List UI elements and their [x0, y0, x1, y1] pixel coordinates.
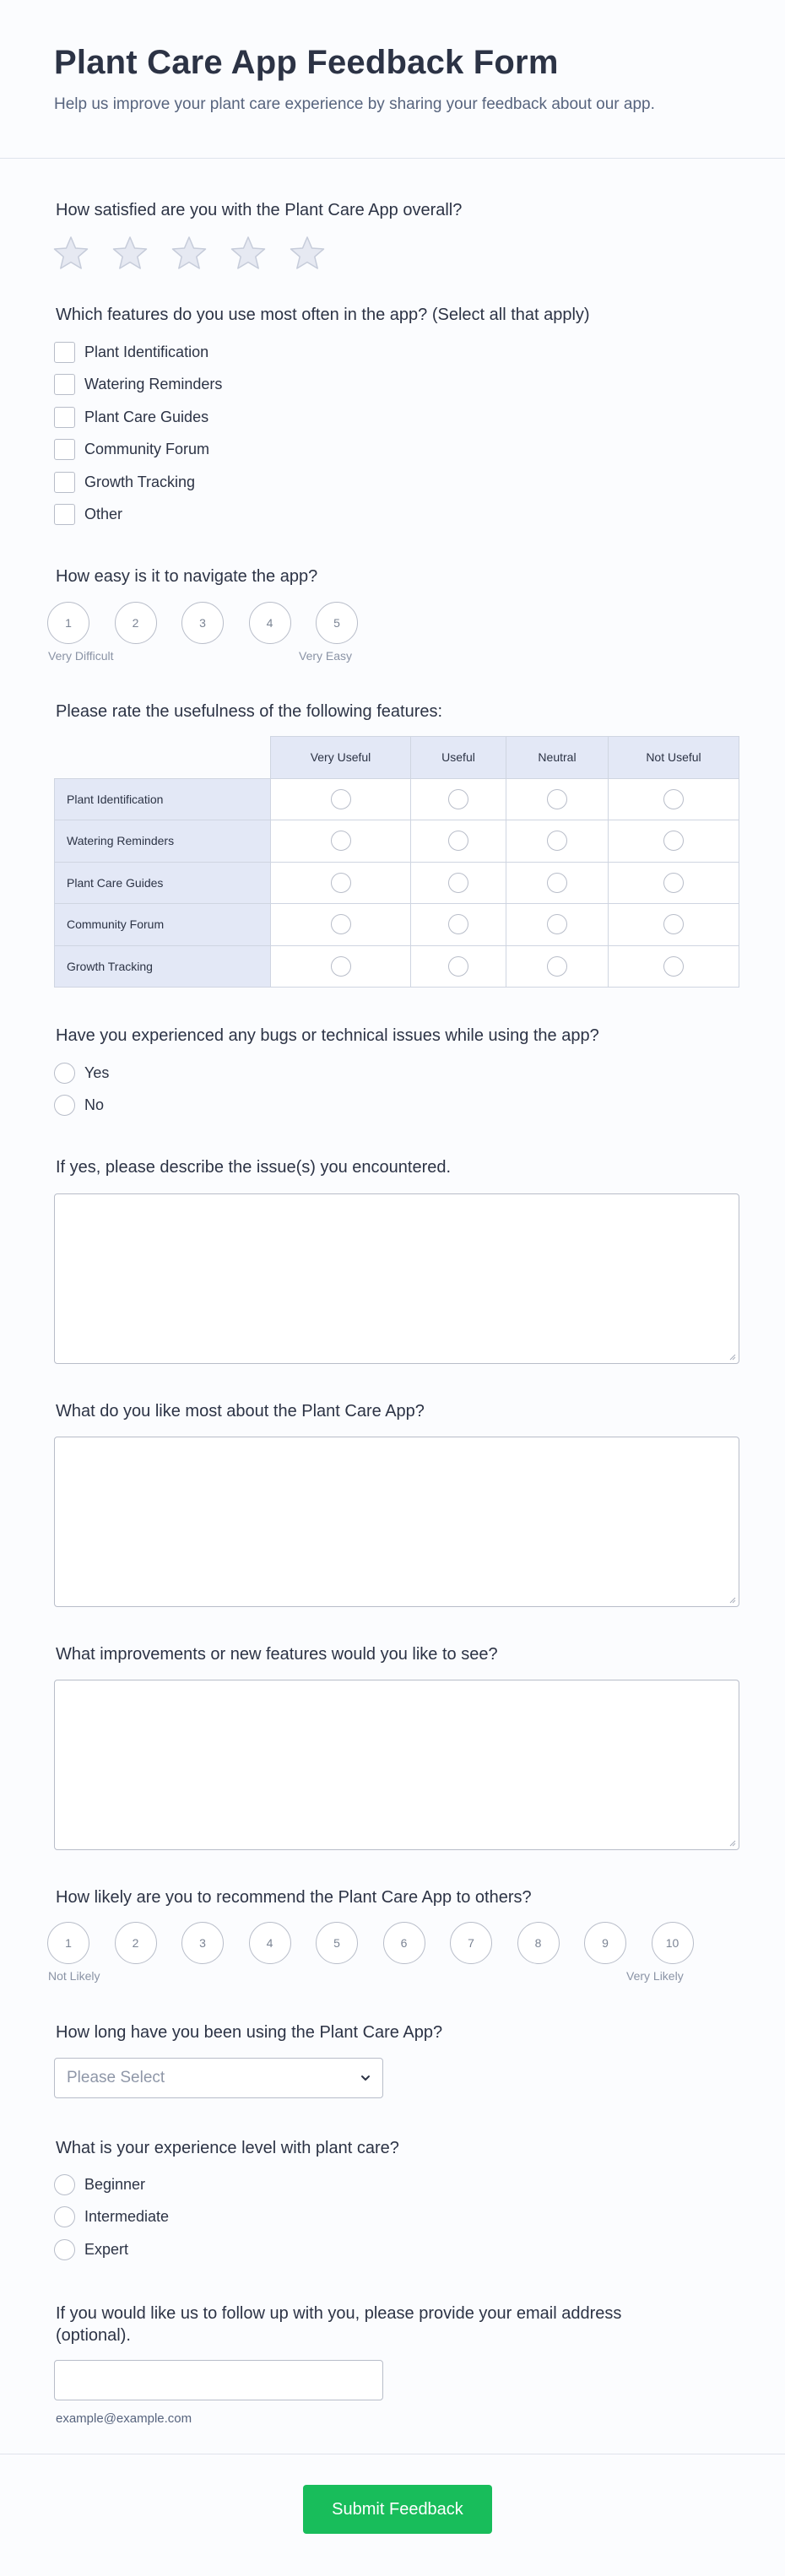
matrix-row — [55, 820, 739, 863]
question-duration: How long have you been using the Plant Care App? — [56, 2023, 443, 2042]
scale-option[interactable]: 1 — [47, 1922, 89, 1964]
radio-option[interactable] — [54, 2201, 169, 2234]
matrix-column-header: Very Useful — [271, 737, 411, 779]
scale-option[interactable]: 6 — [383, 1922, 425, 1964]
scale-option[interactable]: 4 — [249, 1922, 291, 1964]
matrix-corner — [55, 737, 271, 779]
bugs-radio-list — [54, 1057, 109, 1122]
checkbox-label: Growth Tracking — [84, 473, 196, 490]
recommend-scale — [47, 1922, 694, 1964]
checkbox-option[interactable] — [54, 499, 222, 532]
scale-high-label: Very Easy — [299, 649, 353, 663]
checkbox-option[interactable] — [54, 466, 222, 499]
matrix-radio[interactable] — [547, 789, 567, 809]
matrix-radio[interactable] — [547, 873, 567, 893]
star-icon[interactable] — [52, 235, 89, 272]
radio-option[interactable] — [54, 1090, 109, 1123]
matrix-row — [55, 778, 739, 820]
matrix-radio[interactable] — [663, 831, 684, 851]
scale-option[interactable]: 3 — [181, 1922, 224, 1964]
matrix-radio[interactable] — [547, 831, 567, 851]
scale-option[interactable]: 1 — [47, 602, 89, 644]
checkbox[interactable] — [54, 342, 75, 363]
matrix-radio[interactable] — [448, 789, 468, 809]
checkbox[interactable] — [54, 439, 75, 460]
radio-label: Intermediate — [84, 2208, 170, 2226]
checkbox[interactable] — [54, 504, 75, 525]
matrix-radio[interactable] — [331, 831, 351, 851]
matrix-row-label: Watering Reminders — [55, 820, 271, 863]
star-icon[interactable] — [230, 235, 267, 272]
checkbox[interactable] — [54, 407, 75, 428]
features-checkbox-list — [54, 336, 222, 531]
radio-label: No — [84, 1096, 105, 1114]
checkbox-option[interactable] — [54, 401, 222, 434]
checkbox-label: Plant Care Guides — [84, 408, 209, 425]
resize-grip-icon[interactable] — [728, 1596, 736, 1604]
star-icon[interactable] — [111, 235, 149, 272]
form-header — [0, 0, 785, 159]
scale-option[interactable]: 8 — [517, 1922, 560, 1964]
scale-option[interactable]: 10 — [652, 1922, 694, 1964]
matrix-radio[interactable] — [448, 873, 468, 893]
radio-label: Expert — [84, 2240, 129, 2258]
checkbox-label: Other — [84, 506, 123, 523]
checkbox-label: Plant Identification — [84, 343, 209, 360]
experience-radio-list — [54, 2168, 169, 2266]
select-placeholder: Please Select — [67, 2069, 165, 2086]
matrix-row-label: Community Forum — [55, 904, 271, 946]
checkbox[interactable] — [54, 472, 75, 493]
checkbox[interactable] — [54, 374, 75, 395]
matrix-row — [55, 862, 739, 904]
checkbox-option[interactable] — [54, 336, 222, 369]
matrix-radio[interactable] — [448, 956, 468, 977]
matrix-radio[interactable] — [331, 789, 351, 809]
question-bug-describe: If yes, please describe the issue(s) you encountered. — [56, 1158, 452, 1177]
matrix-column-header: Neutral — [506, 737, 609, 779]
duration-select[interactable] — [54, 2058, 383, 2098]
matrix-row — [55, 904, 739, 946]
scale-high-label: Very Likely — [626, 1969, 684, 1983]
matrix-column-header: Useful — [411, 737, 506, 779]
matrix-row-label: Plant Identification — [55, 778, 271, 820]
scale-option[interactable]: 5 — [316, 602, 358, 644]
checkbox-option[interactable] — [54, 369, 222, 402]
scale-option[interactable]: 4 — [249, 602, 291, 644]
matrix-row — [55, 945, 739, 988]
matrix-radio[interactable] — [331, 873, 351, 893]
radio-button[interactable] — [54, 2239, 75, 2260]
radio-button[interactable] — [54, 1095, 75, 1116]
scale-option[interactable]: 7 — [450, 1922, 492, 1964]
matrix-radio[interactable] — [331, 914, 351, 934]
radio-option[interactable] — [54, 2233, 169, 2266]
scale-option[interactable]: 9 — [584, 1922, 626, 1964]
email-field[interactable] — [54, 2360, 383, 2400]
question-like-most: What do you like most about the Plant Care App? — [56, 1402, 425, 1421]
usefulness-matrix — [54, 736, 739, 988]
matrix-radio[interactable] — [663, 914, 684, 934]
question-bugs: Have you experienced any bugs or technical issues while using the app? — [56, 1026, 599, 1045]
star-icon[interactable] — [289, 235, 326, 272]
scale-low-label: Very Difficult — [48, 649, 114, 663]
scale-option[interactable]: 5 — [316, 1922, 358, 1964]
matrix-column-header: Not Useful — [609, 737, 739, 779]
scale-option[interactable]: 2 — [115, 1922, 157, 1964]
radio-option[interactable] — [54, 2168, 169, 2201]
question-satisfaction: How satisfied are you with the Plant Care App overall? — [56, 201, 463, 219]
chevron-down-icon — [359, 2071, 372, 2085]
like-most-textarea[interactable] — [54, 1437, 739, 1607]
scale-option[interactable]: 3 — [181, 602, 224, 644]
resize-grip-icon[interactable] — [728, 1353, 736, 1361]
checkbox-option[interactable] — [54, 434, 222, 467]
radio-option[interactable] — [54, 1057, 109, 1090]
navigation-scale — [47, 602, 383, 644]
radio-button[interactable] — [54, 1063, 75, 1084]
bug-description-textarea[interactable] — [54, 1193, 739, 1364]
matrix-radio[interactable] — [663, 789, 684, 809]
matrix-radio[interactable] — [663, 956, 684, 977]
radio-button[interactable] — [54, 2174, 75, 2195]
question-features: Which features do you use most often in the app? (Select all that apply) — [56, 306, 590, 324]
form-title: Plant Care App Feedback Form — [54, 44, 559, 81]
matrix-radio[interactable] — [547, 956, 567, 977]
checkbox-label: Watering Reminders — [84, 376, 223, 393]
scale-low-label: Not Likely — [48, 1969, 100, 1983]
matrix-radio[interactable] — [331, 956, 351, 977]
matrix-row-label: Plant Care Guides — [55, 862, 271, 904]
star-icon[interactable] — [171, 235, 208, 272]
matrix-radio[interactable] — [448, 831, 468, 851]
question-email: If you would like us to follow up with you, please provide your email address (optional). — [56, 2304, 622, 2345]
question-experience: What is your experience level with plant care? — [56, 2139, 399, 2157]
scale-option[interactable]: 2 — [115, 602, 157, 644]
question-usefulness: Please rate the usefulness of the following features: — [56, 702, 443, 721]
form-subtitle: Help us improve your plant care experience by sharing your feedback about our app. — [54, 95, 655, 113]
question-navigation: How easy is it to navigate the app? — [56, 567, 318, 586]
resize-grip-icon[interactable] — [728, 1839, 736, 1847]
star-rating — [52, 235, 326, 272]
matrix-radio[interactable] — [547, 914, 567, 934]
radio-label: Yes — [84, 1063, 110, 1081]
submit-button[interactable]: Submit Feedback — [303, 2485, 492, 2534]
matrix-radio[interactable] — [663, 873, 684, 893]
email-hint: example@example.com — [56, 2411, 192, 2426]
radio-button[interactable] — [54, 2206, 75, 2227]
question-improvements: What improvements or new features would you like to see? — [56, 1645, 498, 1664]
matrix-row-label: Growth Tracking — [55, 945, 271, 988]
question-recommend: How likely are you to recommend the Plant Care App to others? — [56, 1888, 532, 1907]
matrix-radio[interactable] — [448, 914, 468, 934]
radio-label: Beginner — [84, 2175, 146, 2193]
improvements-textarea[interactable] — [54, 1680, 739, 1850]
checkbox-label: Community Forum — [84, 441, 210, 458]
